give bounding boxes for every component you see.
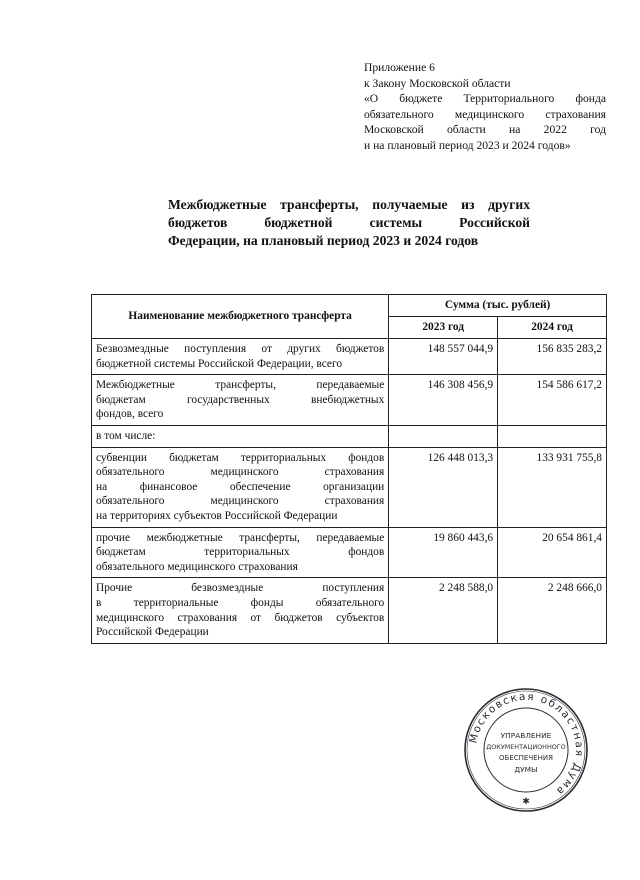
title-line: Межбюджетные трансферты, получаемые из других [168,197,530,212]
value-2023-cell: 2 248 588,0 [389,578,498,643]
transfer-name-line: Прочие безвозмездные поступления [96,582,385,595]
transfer-name-line: Российской Федерации [96,626,209,639]
transfer-name-line: бюджетам государственных внебюджетных [96,393,385,406]
transfer-name-line: в территориальные фонды обязательного [96,596,385,609]
transfer-name-cell [92,447,389,527]
transfer-name-line: фондов, всего [96,408,164,421]
transfer-name-line: в том числе: [96,429,156,442]
official-seal [462,686,590,814]
seal-center-line: ОБЕСПЕЧЕНИЯ [499,754,553,762]
seal-center-line: УПРАВЛЕНИЕ [500,731,552,740]
value-2024-cell: 2 248 666,0 [498,578,607,643]
header-name: Наименование межбюджетного трансферта [92,295,389,339]
transfer-name-line: прочие межбюджетные трансферты, передаваемые [96,531,385,544]
transfer-name-line: на финансовое обеспечение организации [96,480,385,493]
table-row [92,527,607,578]
transfer-name-cell [92,527,389,578]
seal-center-line: ДУМЫ [514,765,538,774]
transfer-name-line: Безвозмездные поступления от других бюджетов [96,343,385,355]
header-year-2023: 2023 год [389,317,498,339]
transfer-name-line: субвенции бюджетам территориальных фондов [96,451,385,464]
annex-line: Приложение 6 [364,61,435,74]
table-row [92,375,607,426]
value-2023-cell: 146 308 456,9 [389,375,498,426]
annex-line: и на плановый период 2023 и 2024 годов» [364,138,571,152]
value-2024-cell: 133 931 755,8 [498,447,607,527]
transfer-name-line: обязательного медицинского страхования [96,560,298,573]
header-sum: Сумма (тыс. рублей) [389,295,607,317]
transfer-name-line: бюджетной системы Российской Федерации, всего [96,357,343,370]
value-2023-cell: 126 448 013,3 [389,447,498,527]
seal-center-line: ДОКУМЕНТАЦИОННОГО [486,743,566,751]
transfer-name-cell [92,578,389,643]
annex-line: «О бюджете Территориального фонда [364,92,606,106]
transfer-name-line: бюджетам территориальных фондов [96,546,385,559]
table-row [92,578,607,643]
value-2024-cell: 156 835 283,2 [498,339,607,375]
document-title [168,196,530,250]
annex-line: к Закону Московской области [364,76,511,90]
value-2024-cell: 154 586 617,2 [498,375,607,426]
transfer-name-line: Межбюджетные трансферты, передаваемые [96,379,385,392]
transfer-name-line: медицинского страхования от бюджетов субъектов [96,611,385,624]
value-2023-cell: 148 557 044,9 [389,339,498,375]
value-2024-cell: 20 654 861,4 [498,527,607,578]
title-line: бюджетов бюджетной системы Российской [168,215,530,230]
annex-line: Московской области на 2022 год [364,123,606,137]
transfer-name-line: обязательного медицинского страхования [96,466,385,479]
value-2023-cell: 19 860 443,6 [389,527,498,578]
transfer-name-cell [92,339,389,375]
table-row [92,425,607,447]
header-year-2024: 2024 год [498,317,607,339]
transfer-name-line: обязательного медицинского страхования [96,495,385,508]
transfers-table [91,294,607,644]
title-line: Федерации, на плановый период 2023 и 2024 годов [168,233,479,248]
annex-note [364,60,606,154]
table-row [92,339,607,375]
transfer-name-cell [92,425,389,447]
seal-ring-text: Московская областная Дума [467,690,586,798]
transfer-name-cell [92,375,389,426]
table-row [92,447,607,527]
value-2024-cell [498,425,607,447]
seal-star-icon: ✱ [522,797,530,807]
transfer-name-line: на территориях субъектов Российской Федерации [96,509,338,522]
value-2023-cell [389,425,498,447]
annex-line: обязательного медицинского страхования [364,107,606,121]
